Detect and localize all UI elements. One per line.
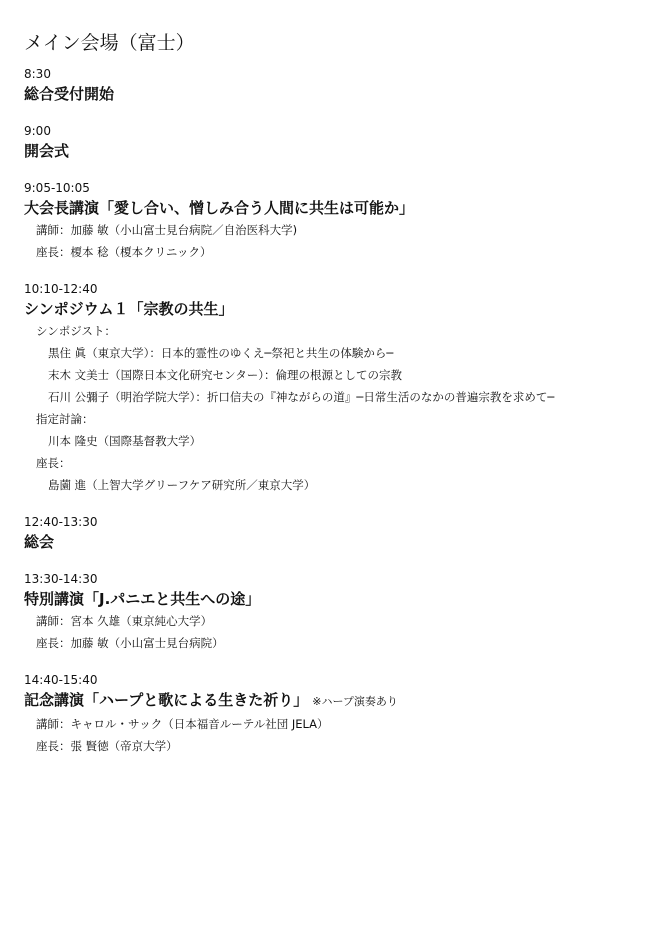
session-block (24, 180, 644, 263)
chair-line: 座長：榎本 稔（榎本クリニック） (36, 245, 212, 259)
session-title: 特別講演「J.パニエと共生への途」 (24, 590, 261, 608)
discussant-line: 川本 隆史（国際基督教大学） (48, 434, 202, 448)
lecturer-line: 講師：宮本 久雄（東京純心大学） (36, 614, 213, 628)
session-title: 記念講演「ハープと歌による生きた祈り」 (24, 691, 309, 709)
session-time: 8:30 (24, 67, 51, 81)
session-block (24, 281, 644, 496)
session-block (24, 514, 644, 553)
session-block (24, 672, 644, 757)
lecturer-line: 講師：キャロル・サック（日本福音ルーテル社団 JELA） (36, 717, 329, 731)
session-block (24, 571, 644, 654)
session-time: 9:00 (24, 124, 51, 138)
session-block (24, 123, 644, 162)
session-title: 開会式 (24, 142, 70, 160)
session-time: 10:10-12:40 (24, 282, 98, 296)
session-time: 9:05-10:05 (24, 181, 90, 195)
session-title: 総会 (24, 533, 55, 551)
session-title: 大会長講演「愛し合い、憎しみ合う人間に共生は可能か」 (24, 199, 415, 217)
discussant-heading: 指定討論： (36, 412, 94, 426)
program-page (24, 30, 644, 775)
session-block (24, 66, 644, 105)
session-time: 13:30-14:30 (24, 572, 98, 586)
speaker-line: 黒住 眞（東京大学）：日本的霊性のゆくえ─祭祀と共生の体験から─ (48, 346, 394, 360)
harp-note: ※ハープ演奏あり (312, 695, 398, 708)
chair-line: 島薗 進（上智大学グリーフケア研究所／東京大学） (48, 478, 316, 492)
chair-heading: 座長： (36, 456, 71, 470)
session-title: シンポジウム１「宗教の共生」 (24, 300, 234, 318)
symposist-heading: シンポジスト： (36, 324, 116, 338)
speaker-line: 石川 公彌子（明治学院大学）：折口信夫の『神ながらの道』─日常生活のなかの普遍宗教を求めて─ (48, 390, 555, 404)
lecturer-line: 講師：加藤 敏（小山富士見台病院／自治医科大学) (36, 223, 298, 237)
venue-title: メイン会場（富士） (24, 32, 195, 54)
session-time: 12:40-13:30 (24, 515, 98, 529)
session-title-row (24, 689, 644, 713)
speaker-line: 末木 文美士（国際日本文化研究センター）：倫理の根源としての宗教 (48, 368, 402, 382)
chair-line: 座長：加藤 敏（小山富士見台病院） (36, 636, 224, 650)
session-time: 14:40-15:40 (24, 673, 98, 687)
chair-line: 座長：張 賢徳（帝京大学） (36, 739, 178, 753)
session-title: 総合受付開始 (24, 85, 115, 103)
